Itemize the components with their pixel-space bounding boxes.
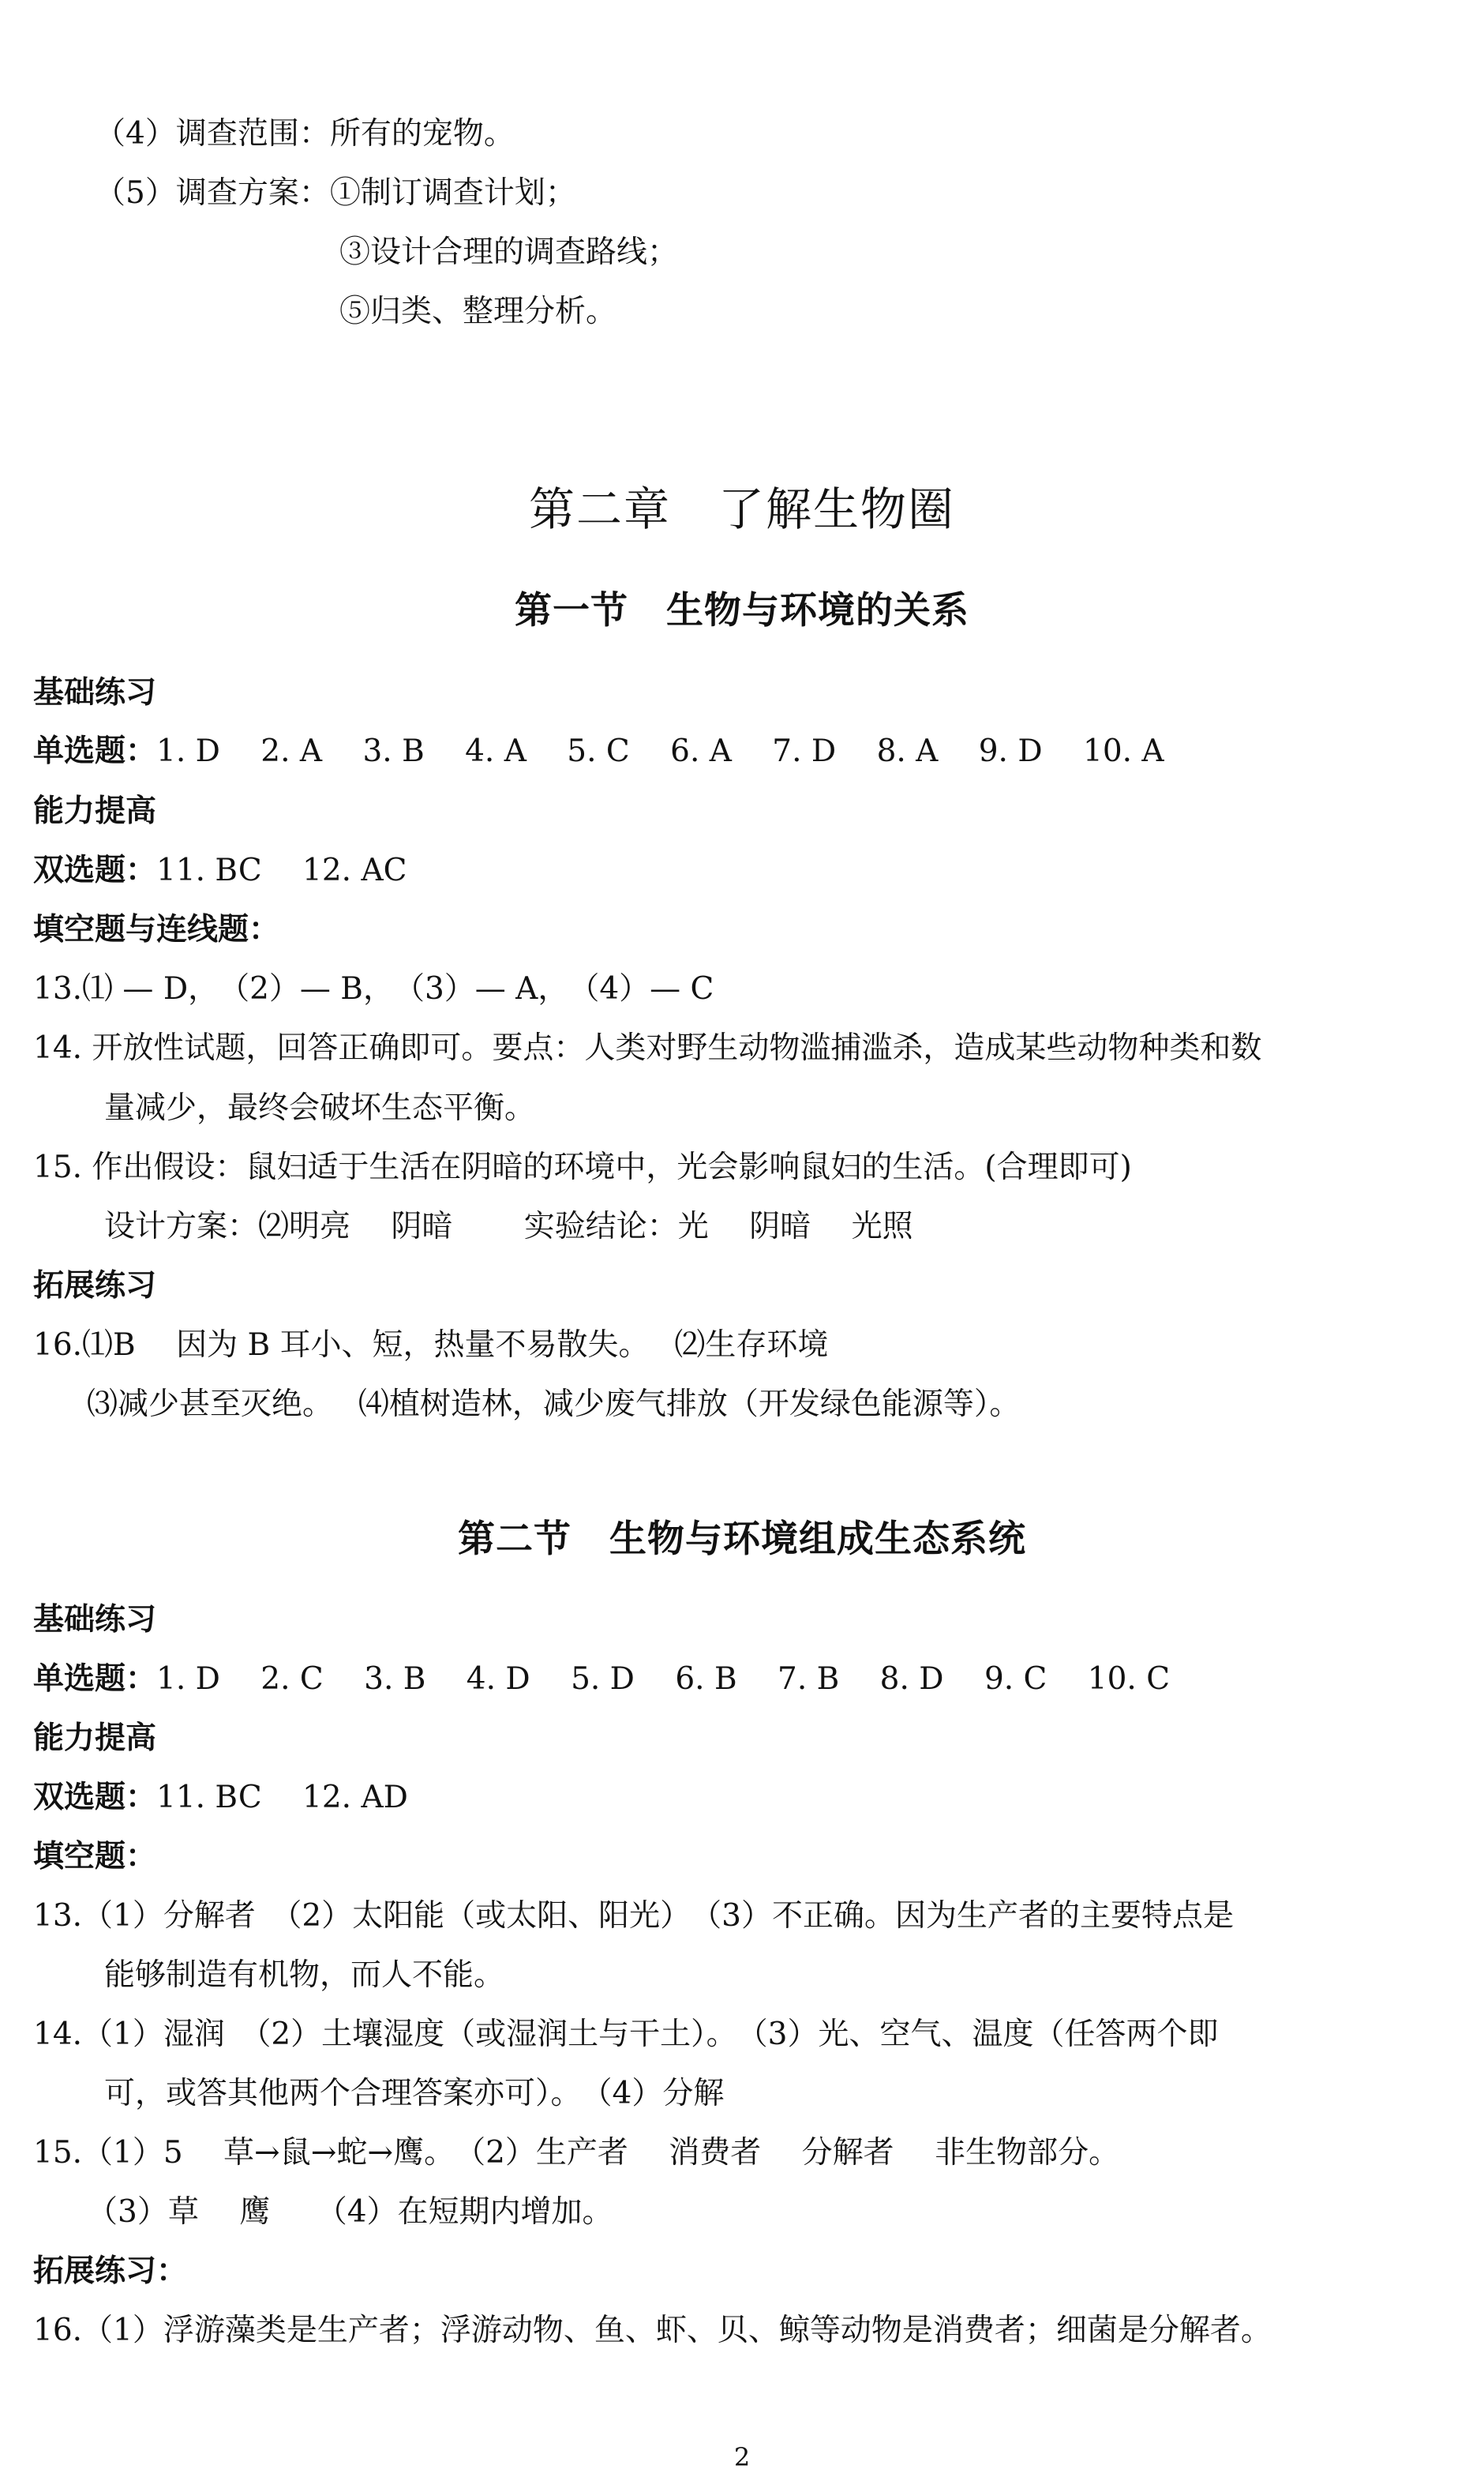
- s1-fill-heading: 填空题与连线题：: [33, 912, 280, 947]
- s1-q13: 13.⑴ — D， （2）— B， （3）— A， （4）— C: [33, 971, 714, 1007]
- s1-q16-line1: 16.⑴B 因为 B 耳小、短，热量不易散失。 ⑵生存环境: [33, 1327, 829, 1363]
- s1-q15-line2: 设计方案：⑵明亮 阴暗 实验结论：光 阴暗 光照: [104, 1209, 913, 1244]
- survey-plan-line: （5）调查方案：①制订调查计划；: [95, 175, 576, 211]
- s1-single-choice-label: 单选题：: [33, 734, 157, 769]
- s1-basic-heading: 基础练习: [33, 675, 157, 711]
- s2-ability-heading: 能力提高: [33, 1720, 157, 1756]
- s1-double-choice-answers: 11. BC 12. AC: [156, 853, 407, 888]
- s1-ability-heading: 能力提高: [33, 794, 157, 829]
- s2-extend-heading: 拓展练习：: [33, 2253, 188, 2289]
- s1-double-choice-label: 双选题：: [33, 853, 157, 888]
- survey-scope-line: （4）调查范围：所有的宠物。: [95, 116, 515, 152]
- s1-single-choice-answers: 1. D 2. A 3. B 4. A 5. C 6. A 7. D 8. A 9. D 10. A: [156, 734, 1164, 769]
- s2-q16-line1: 16.（1）浮游藻类是生产者；浮游动物、鱼、虾、贝、鲸等动物是消费者；细菌是分解者。: [33, 2313, 1272, 2348]
- s2-single-choice-label: 单选题：: [33, 1661, 157, 1697]
- s2-q13-line1: 13.（1）分解者 （2）太阳能（或太阳、阳光） （3）不正确。因为生产者的主要特点是: [33, 1898, 1234, 1934]
- s2-q14-line2: 可，或答其他两个合理答案亦可）。 （4）分解: [104, 2076, 725, 2111]
- chapter-title: 第二章 了解生物圈: [528, 482, 955, 536]
- s2-q13-line2: 能够制造有机物，而人不能。: [104, 1957, 505, 1993]
- s2-q15-line2: （3）草 鹰 （4）在短期内增加。: [87, 2194, 613, 2230]
- s2-double-choice-line: [33, 1779, 408, 1817]
- survey-plan-step5: ⑤归类、整理分析。: [339, 294, 617, 329]
- s1-double-choice-line: [33, 852, 407, 890]
- s2-q14-line1: 14.（1）湿润 （2）土壤湿度（或湿润土与干土）。 （3）光、空气、温度（任答两个即: [33, 2017, 1219, 2052]
- page-number: 2: [733, 2442, 751, 2472]
- survey-plan-step3: ③设计合理的调查路线；: [339, 235, 679, 270]
- s1-q14-line2: 量减少，最终会破坏生态平衡。: [104, 1090, 536, 1126]
- s1-q15-line1: 15. 作出假设：鼠妇适于生活在阴暗的环境中，光会影响鼠妇的生活。(合理即可): [33, 1150, 1132, 1185]
- s1-q14-line1: 14. 开放性试题，回答正确即可。要点：人类对野生动物滥捕滥杀，造成某些动物种类和数: [33, 1030, 1262, 1066]
- s2-single-choice-answers: 1. D 2. C 3. B 4. D 5. D 6. B 7. B 8. D 9. C 10. C: [156, 1661, 1171, 1697]
- s1-extend-heading: 拓展练习: [33, 1268, 157, 1304]
- section-2-title: 第二节 生物与环境组成生态系统: [458, 1518, 1026, 1561]
- s2-double-choice-answers: 11. BC 12. AD: [156, 1780, 408, 1815]
- s1-single-choice-line: [33, 733, 1164, 771]
- s2-basic-heading: 基础练习: [33, 1602, 157, 1638]
- s2-double-choice-label: 双选题：: [33, 1780, 157, 1815]
- s2-single-choice-line: [33, 1660, 1170, 1698]
- s2-q15-line1: 15.（1）5 草→鼠→蛇→鹰。 （2）生产者 消费者 分解者 非生物部分。: [33, 2135, 1120, 2171]
- s2-fill-heading: 填空题：: [33, 1839, 157, 1874]
- s1-q16-line2: ⑶减少甚至灭绝。 ⑷植树造林，减少废气排放（开发绿色能源等）。: [87, 1386, 1021, 1422]
- section-1-title: 第一节 生物与环境的关系: [515, 589, 969, 632]
